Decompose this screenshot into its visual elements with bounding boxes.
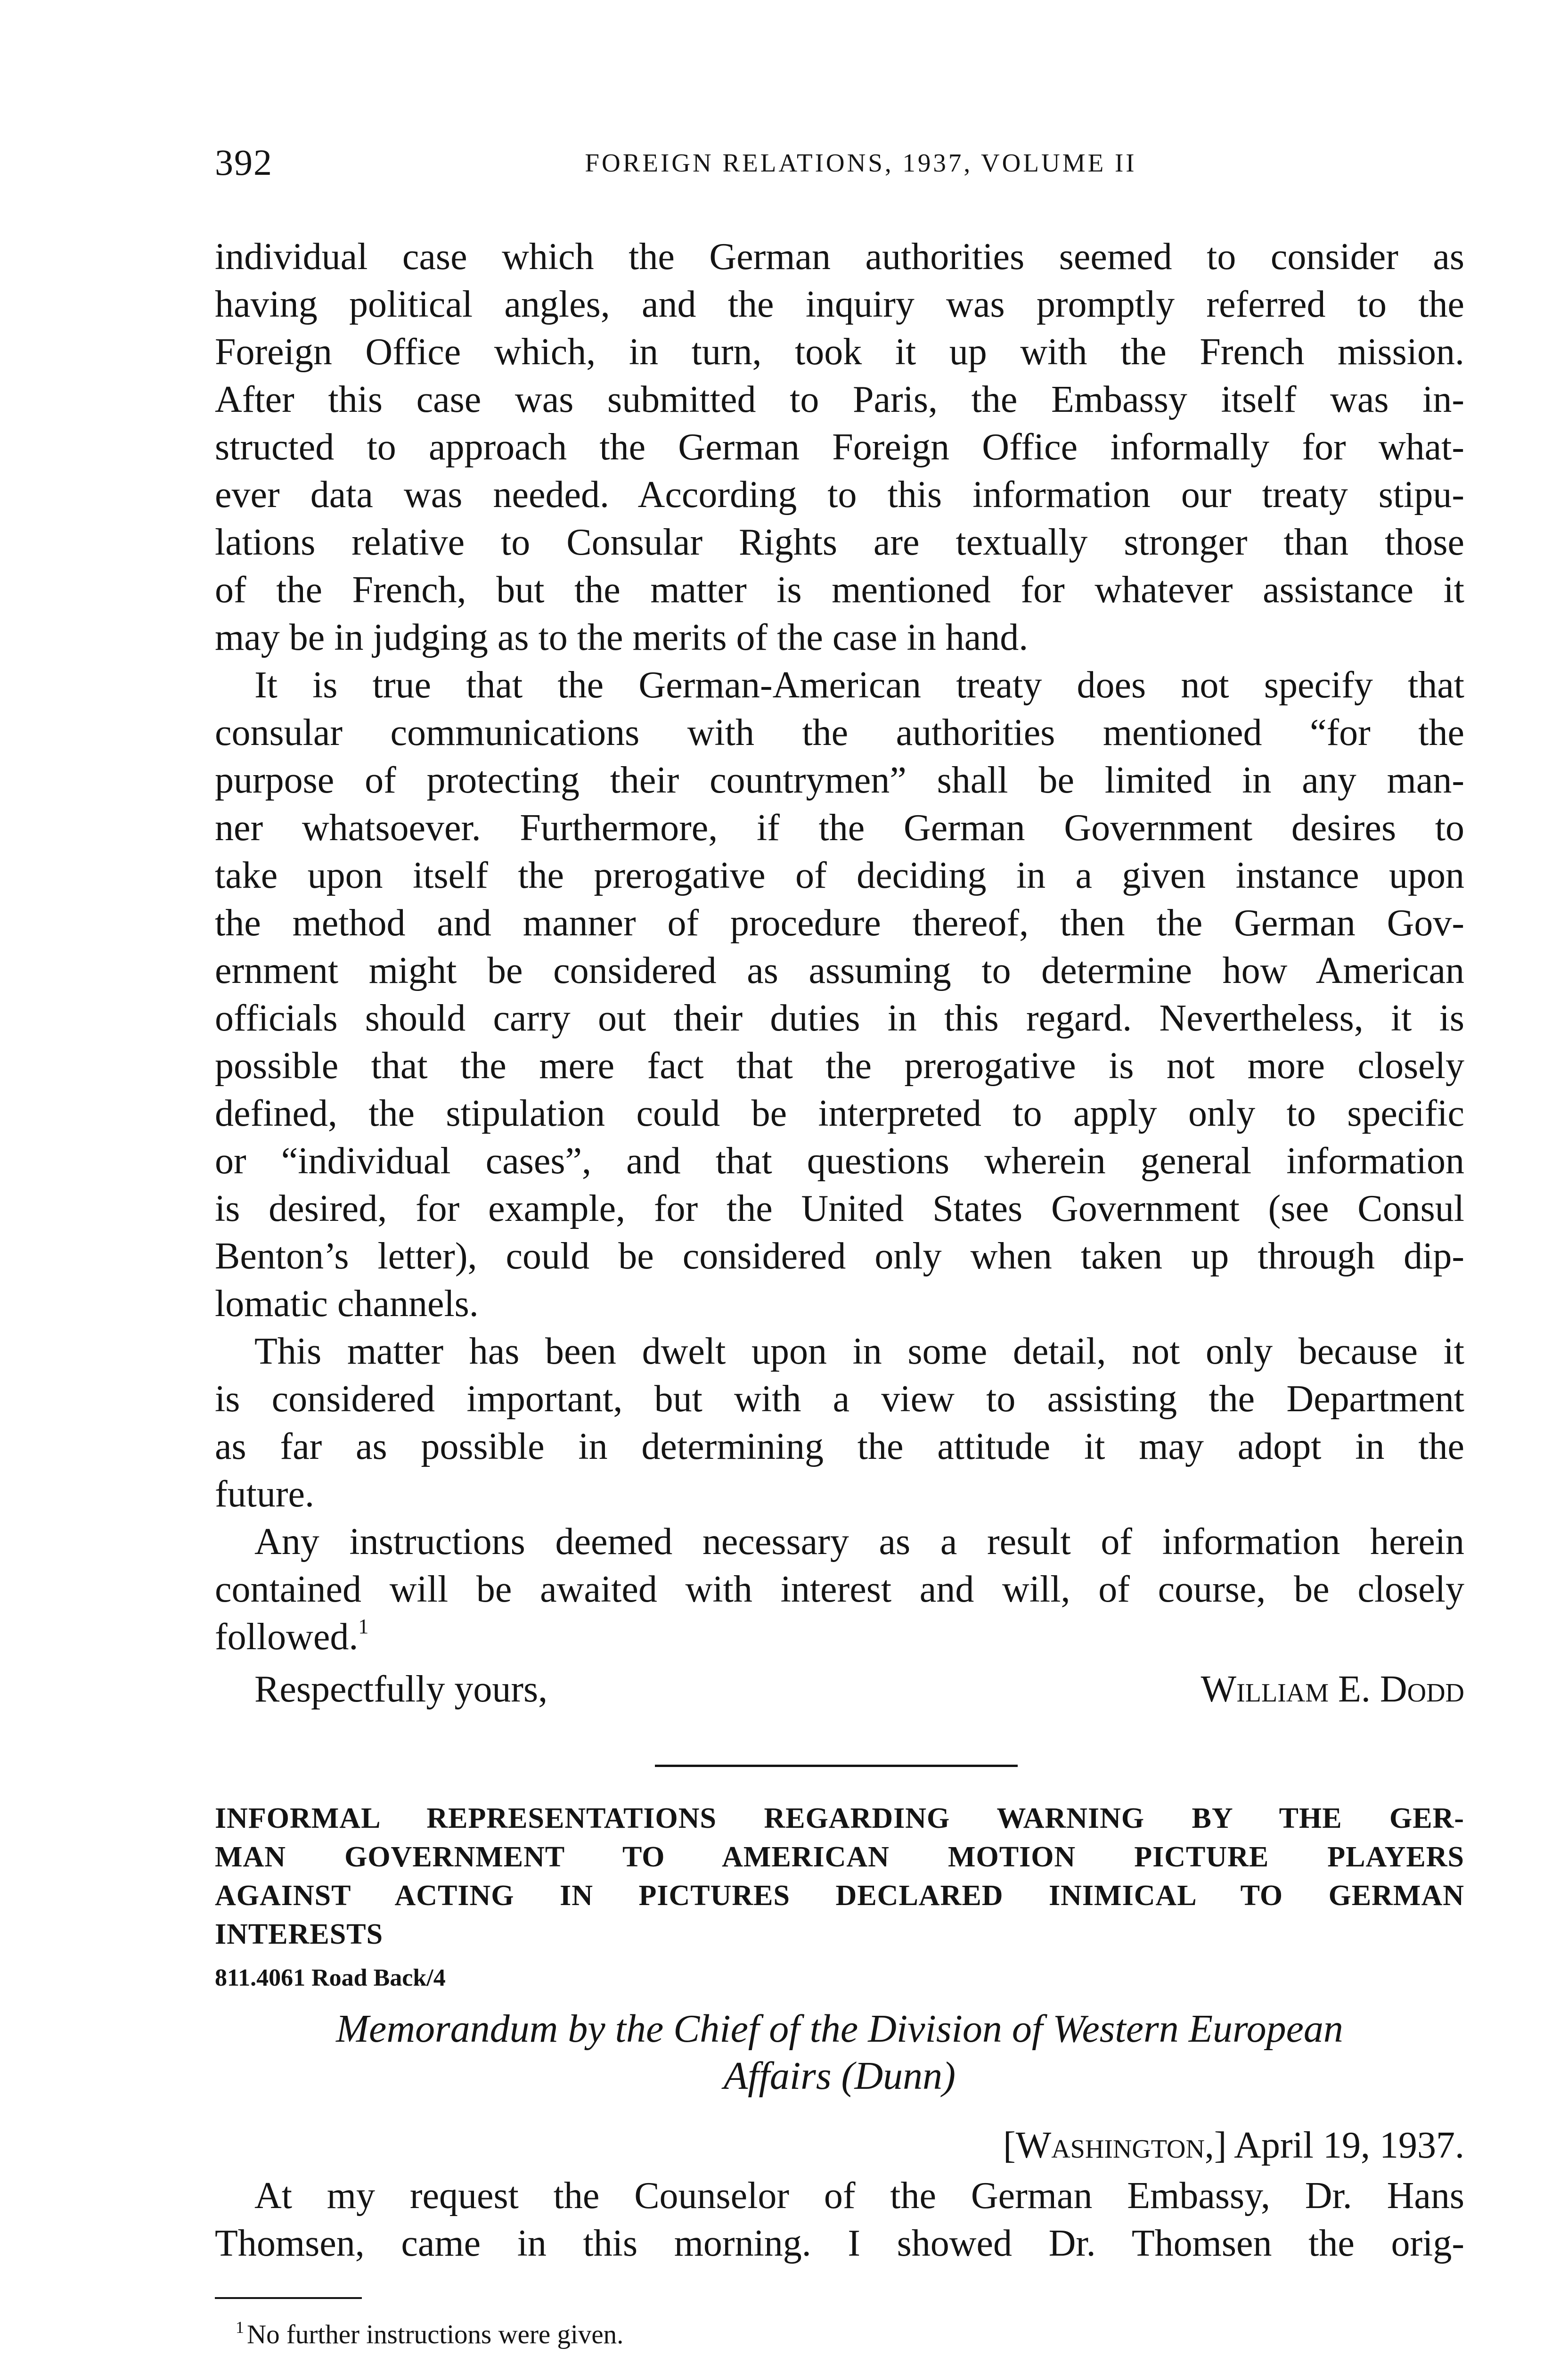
text-line: officials should carry out their duties in this regard. Nevertheless, it is — [215, 998, 1464, 1039]
footnote — [236, 2317, 623, 2350]
heading-line: INFORMAL REPRESENTATIONS REGARDING WARNING BY THE GER- — [215, 1802, 1464, 1834]
text-line: lations relative to Consular Rights are textually stronger than those — [215, 522, 1464, 563]
text-line: as far as possible in determining the attitude it may adopt in the — [215, 1426, 1464, 1467]
file-number: 811.4061 Road Back/4 — [215, 1964, 446, 1991]
signature: William E. Dodd — [1200, 1669, 1464, 1710]
text-line: Foreign Office which, in turn, took it up with the French mission. — [215, 331, 1464, 373]
dateline-place: [Washington,] — [1003, 2125, 1227, 2166]
text-line: possible that the mere fact that the prerogative is not more closely — [215, 1045, 1464, 1087]
text-line: may be in judging as to the merits of the case in hand. — [215, 617, 1029, 658]
footnote-reference[interactable]: 1 — [358, 1615, 369, 1638]
text-line: lomatic channels. — [215, 1283, 479, 1325]
title-line: Affairs (Dunn) — [723, 2054, 956, 2098]
page-header — [215, 141, 1464, 193]
letter-body — [215, 233, 1464, 1661]
text-line: ner whatsoever. Furthermore, if the German Government desires to — [215, 807, 1464, 849]
dateline-date: April 19, 1937. — [1234, 2125, 1464, 2166]
valediction: Respectfully yours, — [254, 1669, 548, 1710]
paragraph-4 — [215, 1518, 1464, 1661]
text-line: or “individual cases”, and that questions wherein general information — [215, 1140, 1464, 1182]
running-head: FOREIGN RELATIONS, 1937, VOLUME II — [585, 148, 1137, 177]
paragraph-2 — [215, 662, 1464, 1328]
text-line: It is true that the German-American treaty does not specify that — [254, 664, 1464, 706]
text-line: contained will be awaited with interest and will, of course, be closely — [215, 1569, 1464, 1610]
letter-closing — [215, 1668, 1464, 1720]
text-line: structed to approach the German Foreign Office informally for what- — [215, 426, 1464, 468]
heading-line: INTERESTS — [215, 1918, 384, 1950]
text-line: followed. — [215, 1616, 359, 1658]
text-line: At my request the Counselor of the German Embassy, Dr. Hans — [254, 2175, 1464, 2217]
text-line: individual case which the German authorities seemed to consider as — [215, 236, 1464, 278]
document-title — [215, 2005, 1464, 2100]
footnote-rule — [215, 2297, 362, 2299]
text-line: is considered important, but with a view to assisting the Department — [215, 1378, 1464, 1420]
page-number: 392 — [215, 142, 273, 183]
heading-line: MAN GOVERNMENT TO AMERICAN MOTION PICTURE PLAYERS — [215, 1841, 1464, 1873]
text-line-with-footnote — [215, 1613, 1464, 1661]
footnote-marker: 1 — [236, 2318, 244, 2337]
text-line: This matter has been dwelt upon in some detail, not only because it — [254, 1331, 1464, 1372]
text-line: the method and manner of procedure thereof, then the German Gov- — [215, 902, 1464, 944]
heading-line: AGAINST ACTING IN PICTURES DECLARED INIMICAL TO GERMAN — [215, 1880, 1464, 1912]
text-line: Any instructions deemed necessary as a result of information herein — [254, 1521, 1464, 1562]
text-line: defined, the stipulation could be interpreted to apply only to specific — [215, 1093, 1464, 1134]
section-heading — [215, 1799, 1464, 1954]
text-line: consular communications with the authorities mentioned “for the — [215, 712, 1464, 753]
footnote-text: No further instructions were given. — [247, 2320, 624, 2349]
text-line: of the French, but the matter is mentioned for whatever assistance it — [215, 569, 1464, 611]
dateline — [1003, 2124, 1464, 2167]
text-line: Thomsen, came in this morning. I showed Dr. Thomsen the orig- — [215, 2223, 1464, 2264]
text-line: After this case was submitted to Paris, the Embassy itself was in- — [215, 379, 1464, 420]
text-line: Benton’s letter), could be considered only when taken up through dip- — [215, 1235, 1464, 1277]
paragraph-1 — [215, 233, 1464, 662]
text-line: is desired, for example, for the United States Government (see Consul — [215, 1188, 1464, 1229]
section-divider — [655, 1765, 1018, 1767]
text-line: having political angles, and the inquiry was promptly referred to the — [215, 284, 1464, 325]
paragraph-3 — [215, 1328, 1464, 1518]
memo-body — [215, 2172, 1464, 2267]
text-line: take upon itself the prerogative of deciding in a given instance upon — [215, 855, 1464, 896]
title-line: Memorandum by the Chief of the Division of Western European — [336, 2007, 1343, 2051]
text-line: future. — [215, 1473, 315, 1515]
text-line: purpose of protecting their countrymen” shall be limited in any man- — [215, 760, 1464, 801]
text-line: ernment might be considered as assuming to determine how American — [215, 950, 1464, 991]
text-line: ever data was needed. According to this information our treaty stipu- — [215, 474, 1464, 515]
